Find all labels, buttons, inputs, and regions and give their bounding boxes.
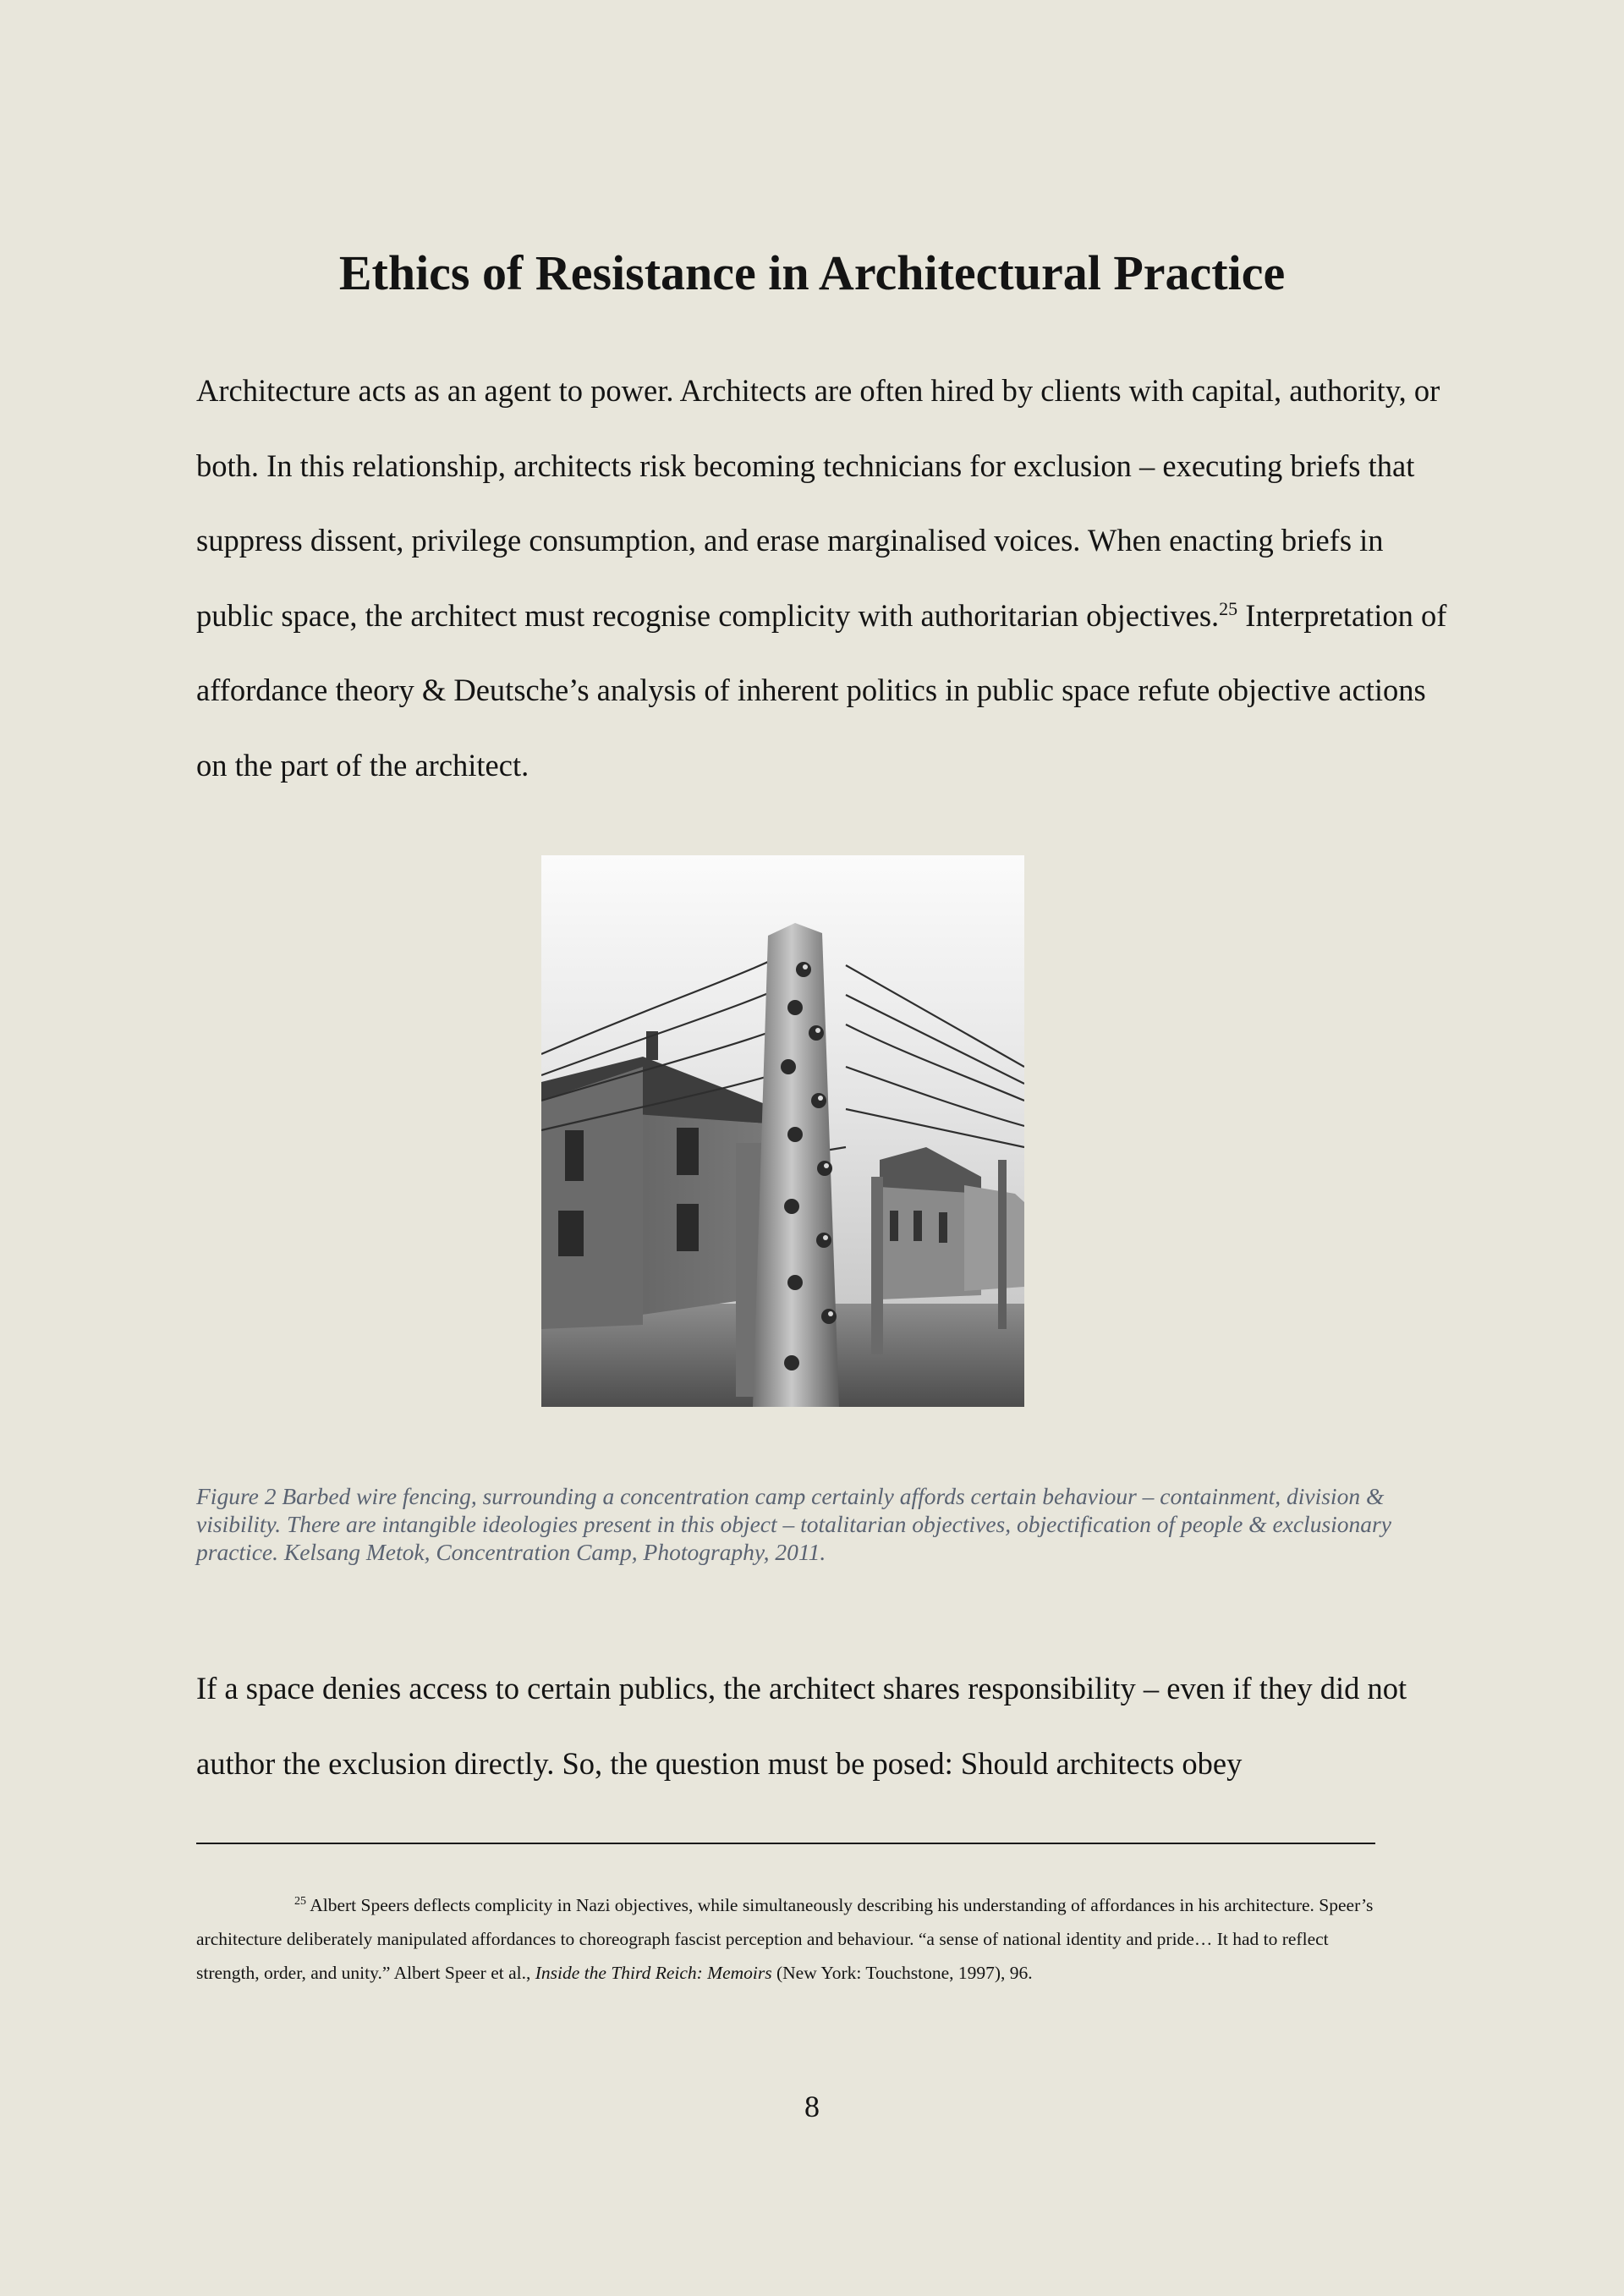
footnote-book-title: Inside the Third Reich: Memoirs (535, 1963, 772, 1983)
footnote-citation: (New York: Touchstone, 1997), 96. (771, 1963, 1033, 1983)
figure-photo-barbed-wire-fence (541, 855, 1024, 1407)
paragraph-1-text-continued: Interpretation of affordance theory & Deutsche’s analysis of inherent politics in public space refute objective actions on the part of the architect. (196, 597, 1447, 783)
body-paragraph-2: If a space denies access to certain publics, the architect shares responsibility – even if they did not author the exclusion directly. So, the question must be posed: Should architects obey (196, 1671, 1407, 1781)
photo-illustration (541, 855, 1024, 1407)
footnote-text: Albert Speers deflects complicity in Nazi objectives, while simultaneously describing his understanding of affordances in his architecture. Speer’s architecture deliberately manipulated affordances to choreograph fascist perception and behaviour. “a sense of national identity and pride… It had to reflect strength, order, and unity.” Albert Speer et al., (196, 1895, 1374, 1983)
footnote-reference[interactable]: 25 (1219, 597, 1238, 619)
page-title: Ethics of Resistance in Architectural Practice (338, 245, 1286, 300)
page-number: 8 (804, 2090, 820, 2123)
footnote-separator (196, 1843, 1375, 1844)
footnote-25 (196, 1888, 1380, 1990)
figure-caption: Figure 2 Barbed wire fencing, surrounding a concentration camp certainly affords certain behaviour – containment, division & visibility. There are intangible ideologies present in this object – totalitarian objectives, objectification of people & exclusionary practice. Kelsang Metok, Concentration Camp, Photography, 2011. (196, 1483, 1391, 1565)
footnote-number: 25 (294, 1894, 306, 1908)
body-paragraph-1 (196, 354, 1448, 803)
paragraph-1-text: Architecture acts as an agent to power. Architects are often hired by clients with capital, authority, or both. In this relationship, architects risk becoming technicians for exclusion – executing briefs that suppress dissent, privilege consumption, and erase marginalised voices. When enacting briefs in public space, the architect must recognise complicity with authoritarian objectives. (196, 373, 1440, 633)
